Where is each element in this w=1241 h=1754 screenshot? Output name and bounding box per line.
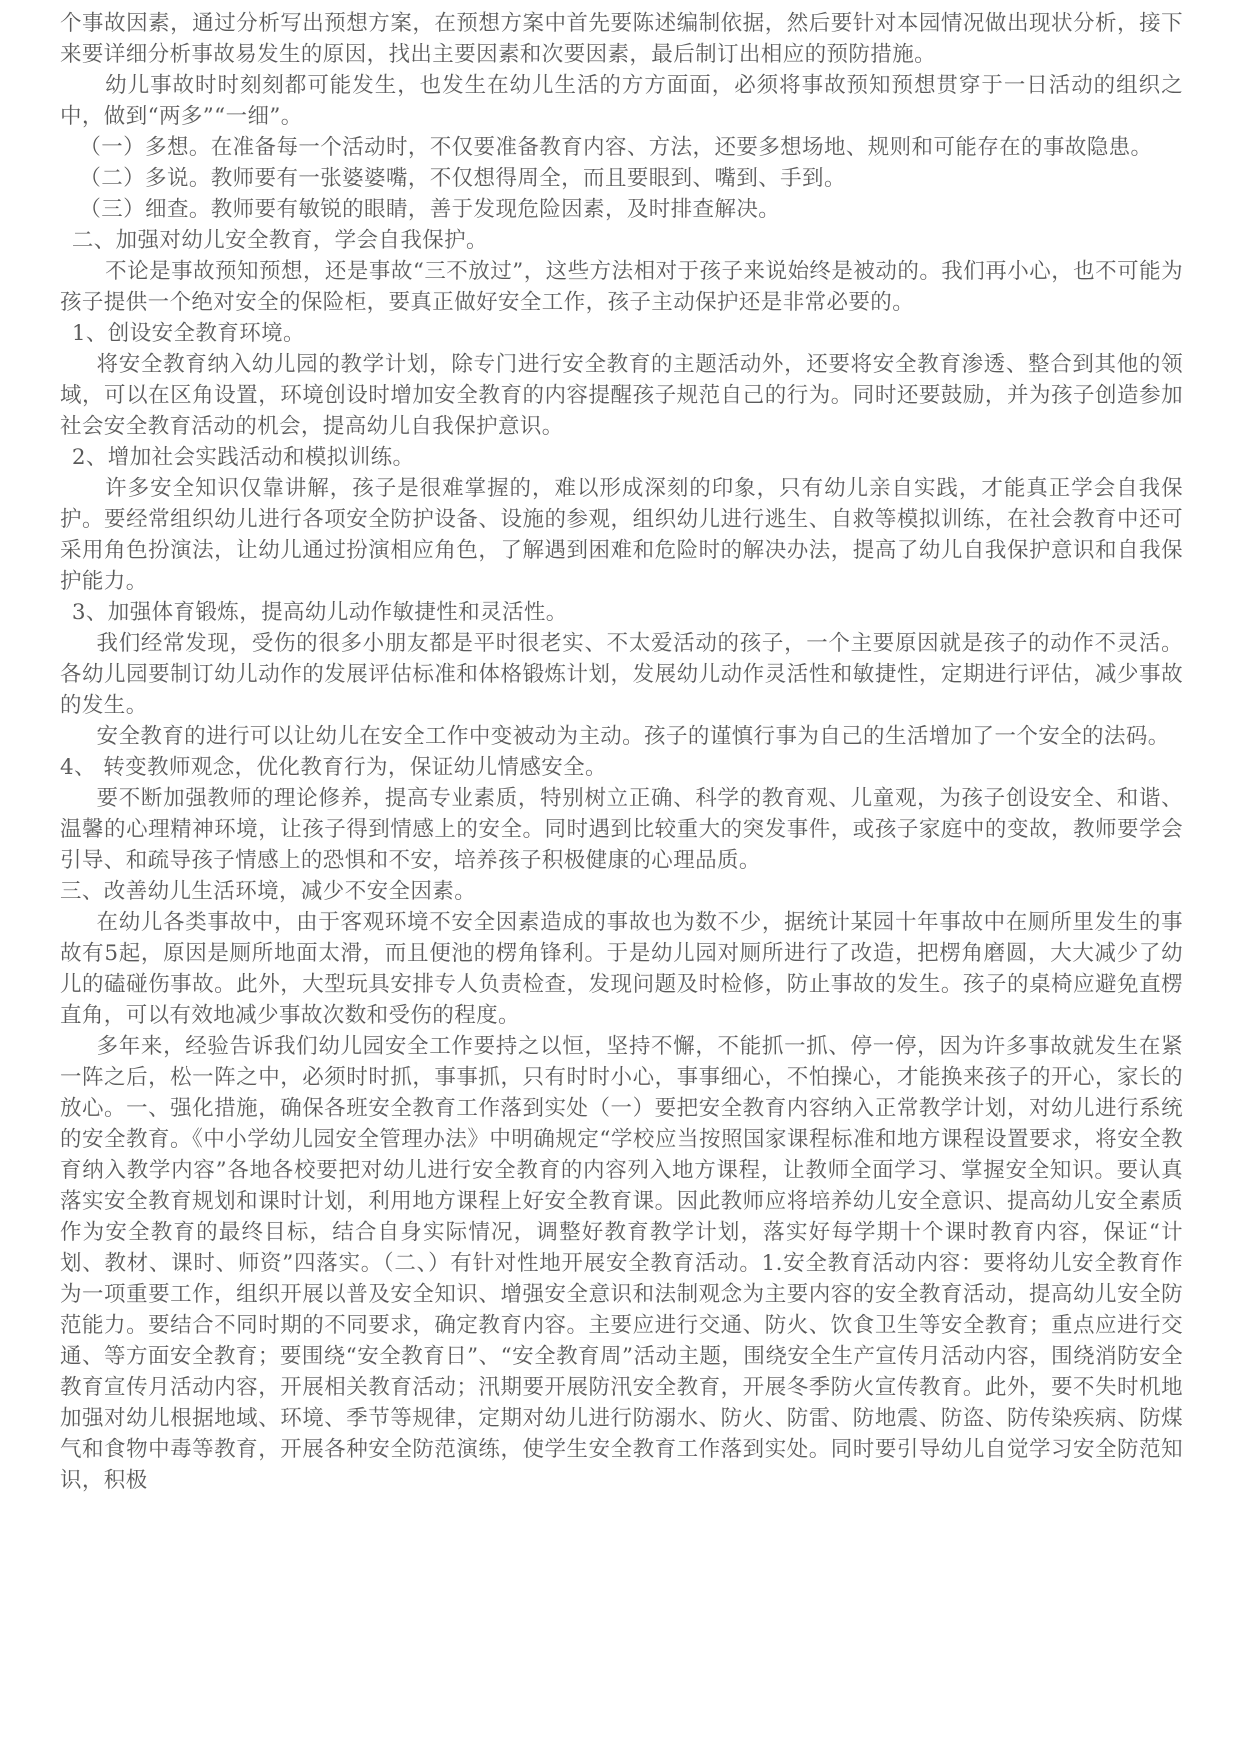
paragraph: 我们经常发现，受伤的很多小朋友都是平时很老实、不太爱活动的孩子，一个主要原因就是孩子的动作不灵活。各幼儿园要制订幼儿动作的发展评估标准和体格锻炼计划，发展幼儿动作灵活性和敏捷性，定期进行评估，减少事故的发生。 [60, 631, 1183, 718]
section-heading: 二、加强对幼儿安全教育，学会自我保护。 [71, 228, 488, 253]
paragraph: 许多安全知识仅靠讲解，孩子是很难掌握的，难以形成深刻的印象，只有幼儿亲自实践，才能真正学会自我保护。要经常组织幼儿进行各项安全防护设备、设施的参观，组织幼儿进行逃生、自救等模拟训练，在社会教育中还可采用角色扮演法，让幼儿通过扮演相应角色，了解遇到困难和危险时的解决办法，提高了幼儿自我保护意识和自我保护能力。 [60, 476, 1183, 594]
paragraph: 不论是事故预知预想，还是事故“三不放过”，这些方法相对于孩子来说始终是被动的。我们再小心，也不可能为孩子提供一个绝对安全的保险柜，要真正做好安全工作，孩子主动保护还是非常必要的。 [60, 259, 1183, 315]
section-heading: 三、改善幼儿生活环境，减少不安全因素。 [60, 879, 477, 904]
paragraph: 幼儿事故时时刻刻都可能发生，也发生在幼儿生活的方方面面，必须将事故预知预想贯穿于一日活动的组织之中，做到“两多”“一细”。 [60, 73, 1183, 129]
subheading-paragraph: （三）细查。教师要有敏锐的眼睛，善于发现危险因素，及时排查解决。 [79, 197, 781, 222]
subheading-paragraph: （二）多说。教师要有一张婆婆嘴，不仅想得周全，而且要眼到、嘴到、手到。 [79, 166, 846, 191]
paragraph: 安全教育的进行可以让幼儿在安全工作中变被动为主动。孩子的谨慎行事为自己的生活增加了一个安全的法码。 [96, 724, 1170, 749]
section-heading: 1、创设安全教育环境。 [71, 321, 305, 346]
paragraph: 个事故因素，通过分析写出预想方案，在预想方案中首先要陈述编制依据，然后要针对本园情况做出现状分析，接下来要详细分析事故易发生的原因，找出主要因素和次要因素，最后制订出相应的预防措施。 [60, 11, 1183, 67]
paragraph: 多年来，经验告诉我们幼儿园安全工作要持之以恒，坚持不懈，不能抓一抓、停一停，因为许多事故就发生在紧一阵之后，松一阵之中，必须时时抓，事事抓，只有时时小心，事事细心，不怕操心，才能换来孩子的开心，家长的放心。一、强化措施，确保各班安全教育工作落到实处（一）要把安全教育内容纳入正常教学计划，对幼儿进行系统的安全教育。《中小学幼儿园安全管理办法》中明确规定“学校应当按照国家课程标准和地方课程设置要求，将安全教育纳入教学内容”各地各校要把对幼儿进行安全教育的内容列入地方课程，让教师全面学习、掌握安全知识。要认真落实安全教育规划和课时计划，利用地方课程上好安全教育课。因此教师应将培养幼儿安全意识、提高幼儿安全素质作为安全教育的最终目标，结合自身实际情况，调整好教育教学计划，落实好每学期十个课时教育内容，保证“计划、教材、课时、师资”四落实。（二、）有针对性地开展安全教育活动。1.安全教育活动内容：要将幼儿安全教育作为一项重要工作，组织开展以普及安全知识、增强安全意识和法制观念为主要内容的安全教育活动，提高幼儿安全防范能力。要结合不同时期的不同要求，确定教育内容。主要应进行交通、防火、饮食卫生等安全教育；重点应进行交通、等方面安全教育；要围绕“安全教育日”、“安全教育周”活动主题，围绕安全生产宣传月活动内容，围绕消防安全教育宣传月活动内容，开展相关教育活动；汛期要开展防汛安全教育，开展冬季防火宣传教育。此外，要不失时机地加强对幼儿根据地域、环境、季节等规律，定期对幼儿进行防溺水、防火、防雷、防地震、防盗、防传染疾病、防煤气和食物中毒等教育，开展各种安全防范演练，使学生安全教育工作落到实处。同时要引导幼儿自觉学习安全防范知识，积极 [60, 1034, 1183, 1493]
section-heading: 4、 转变教师观念，优化教育行为，保证幼儿情感安全。 [60, 755, 607, 780]
section-heading: 3、加强体育锻炼，提高幼儿动作敏捷性和灵活性。 [71, 600, 568, 625]
subheading-paragraph: （一）多想。在准备每一个活动时，不仅要准备教育内容、方法，还要多想场地、规则和可能存在的事故隐患。 [79, 135, 1153, 160]
paragraph: 要不断加强教师的理论修养，提高专业素质，特别树立正确、科学的教育观、儿童观，为孩子创设安全、和谐、温馨的心理精神环境，让孩子得到情感上的安全。同时遇到比较重大的突发事件，或孩子家庭中的变故，教师要学会引导、和疏导孩子情感上的恐惧和不安，培养孩子积极健康的心理品质。 [60, 786, 1183, 873]
section-heading: 2、增加社会实践活动和模拟训练。 [71, 445, 415, 470]
paragraph: 在幼儿各类事故中，由于客观环境不安全因素造成的事故也为数不少，据统计某园十年事故中在厕所里发生的事故有5起，原因是厕所地面太滑，而且便池的楞角锋利。于是幼儿园对厕所进行了改造，把楞角磨圆，大大减少了幼儿的磕碰伤事故。此外，大型玩具安排专人负责检查，发现问题及时检修，防止事故的发生。孩子的桌椅应避免直楞直角，可以有效地减少事故次数和受伤的程度。 [60, 910, 1183, 1028]
paragraph: 将安全教育纳入幼儿园的教学计划，除专门进行安全教育的主题活动外，还要将安全教育渗透、整合到其他的领域，可以在区角设置，环境创设时增加安全教育的内容提醒孩子规范自己的行为。同时还要鼓励，并为孩子创造参加社会安全教育活动的机会，提高幼儿自我保护意识。 [60, 352, 1183, 439]
